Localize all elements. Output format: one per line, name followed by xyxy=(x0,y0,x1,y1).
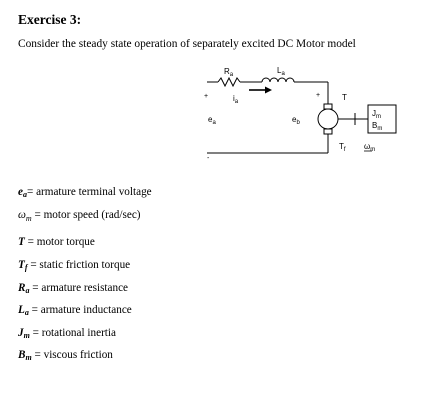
minus-left: - xyxy=(207,155,210,162)
label-eb: $e_b$ xyxy=(292,115,300,126)
label-ea: $e_a$ xyxy=(208,115,216,126)
definition-omega-m: $\omega_m$ = motor speed (rad/sec) xyxy=(18,209,141,224)
label-Ra: $R_a$ xyxy=(224,67,234,78)
label-La: $L_a$ xyxy=(277,66,285,77)
definition-Ra: $R_a$ = armature resistance xyxy=(18,282,129,295)
resistor-symbol xyxy=(218,78,240,86)
label-ia: $i_a$ xyxy=(233,94,239,105)
definition-La: $L_a$ = armature inductance xyxy=(18,304,132,317)
definition-ea: $e_a=$ armature terminal voltage xyxy=(18,186,152,199)
definition-Bm: $B_m$ = viscous friction xyxy=(18,349,113,362)
label-Bm: $B_m$ xyxy=(372,121,383,132)
definition-Tf: $T_f$ = static friction torque xyxy=(18,259,131,272)
definition-Jm: $J_m$ = rotational inertia xyxy=(18,327,116,340)
definition-T: T = motor torque xyxy=(18,236,95,248)
label-T: T xyxy=(342,93,347,102)
intro-text: Consider the steady state operation of separately excited DC Motor model xyxy=(18,38,356,50)
plus-left: + xyxy=(204,93,209,100)
inductor-symbol xyxy=(262,78,294,82)
motor-armature-symbol xyxy=(318,109,338,129)
exercise-heading: Exercise 3: xyxy=(18,12,82,27)
plus-right: + xyxy=(316,92,321,99)
label-Jm: $J_m$ xyxy=(372,109,381,120)
label-Tf: $T_f$ xyxy=(339,142,346,153)
current-arrow-icon xyxy=(249,87,272,94)
label-omega-m: $\omega_m$ xyxy=(364,142,376,153)
